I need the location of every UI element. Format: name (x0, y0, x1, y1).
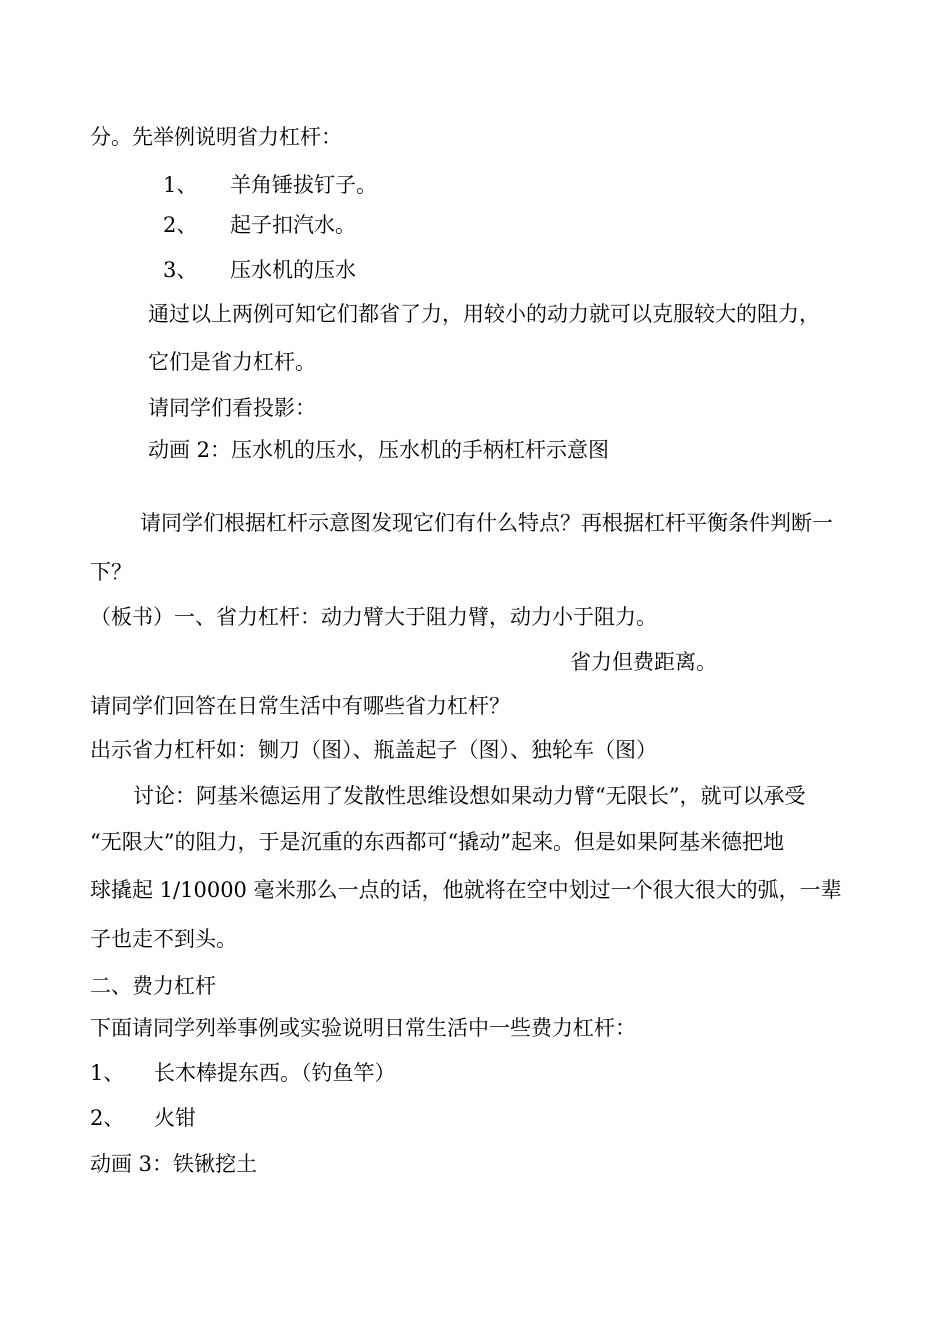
paragraph-line: 下面请同学列举事例或实验说明日常生活中一些费力杠杆： (90, 1016, 636, 1040)
list-text: 火钳 (154, 1106, 196, 1130)
paragraph-line: 它们是省力杠杆。 (148, 350, 316, 374)
list-number: 1、 (163, 173, 198, 197)
list-number: 3、 (163, 258, 198, 282)
paragraph-line: 请同学们回答在日常生活中有哪些省力杠杆？ (90, 694, 510, 718)
list-item-2 (163, 213, 356, 238)
paragraph-line: 请同学们看投影： (148, 396, 316, 420)
paragraph-line: “无限大”的阻力，于是沉重的东西都可“撬动”起来。但是如果阿基米德把地 (90, 830, 784, 854)
paragraph-line: 子也走不到头。 (90, 927, 237, 951)
paragraph-line: 动画 3：铁锹挖土 (90, 1152, 258, 1176)
list-text: 压水机的压水 (230, 258, 356, 282)
list-item-1 (90, 1061, 396, 1086)
paragraph-line: 动画 2：压水机的压水，压水机的手柄杠杆示意图 (148, 438, 610, 462)
list-number: 2、 (163, 213, 198, 237)
blackboard-note: （板书）一、省力杠杆：动力臂大于阻力臂，动力小于阻力。 (90, 605, 657, 629)
list-item-3 (163, 258, 356, 283)
paragraph-line: 下？ (90, 560, 132, 584)
blackboard-note: 省力但费距离。 (570, 650, 717, 674)
list-item-2 (90, 1106, 196, 1131)
paragraph-line: 讨论：阿基米德运用了发散性思维设想如果动力臂“无限长”，就可以承受 (133, 784, 806, 808)
section-heading: 二、费力杠杆 (90, 974, 216, 998)
paragraph-line: 球撬起 1/10000 毫米那么一点的话，他就将在空中划过一个很大很大的弧，一辈 (90, 878, 842, 902)
list-number: 1、 (90, 1061, 125, 1085)
paragraph-line: 请同学们根据杠杆示意图发现它们有什么特点？再根据杠杆平衡条件判断一 (140, 511, 833, 535)
list-text: 羊角锤拔钉子。 (230, 173, 377, 197)
list-text: 起子扣汽水。 (230, 213, 356, 237)
paragraph-line: 分。先举例说明省力杠杆： (90, 125, 342, 149)
list-number: 2、 (90, 1106, 125, 1130)
list-text: 长木棒提东西。（钓鱼竿） (154, 1061, 396, 1085)
paragraph-line: 出示省力杠杆如：铡刀（图）、瓶盖起子（图）、独轮车（图） (90, 738, 657, 762)
paragraph-line: 通过以上两例可知它们都省了力，用较小的动力就可以克服较大的阻力， (148, 302, 820, 326)
list-item-1 (163, 173, 377, 198)
